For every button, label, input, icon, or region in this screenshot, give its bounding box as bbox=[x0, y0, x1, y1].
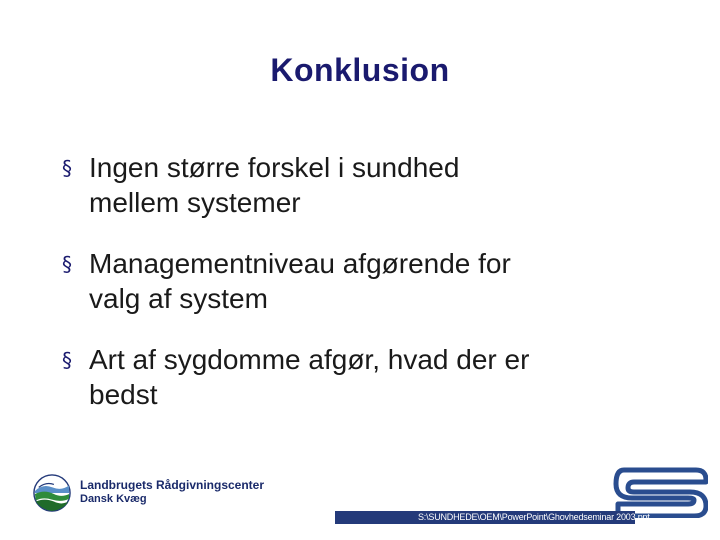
slide-title: Konklusion bbox=[270, 52, 450, 88]
bullet-marker-icon: § bbox=[62, 252, 72, 276]
bullet-marker-icon: § bbox=[62, 348, 72, 372]
organization-name: Landbrugets Rådgivningscenter bbox=[80, 478, 265, 492]
bullet-text-line: valg af system bbox=[89, 283, 268, 314]
bullet-item bbox=[62, 246, 672, 316]
organization-subtitle: Dansk Kvæg bbox=[80, 493, 147, 505]
bullet-text-line: Ingen større forskel i sundhed bbox=[89, 152, 460, 183]
bullet-item bbox=[62, 150, 672, 220]
bullet-item bbox=[62, 342, 672, 412]
bullet-text-line: Managementniveau afgørende for bbox=[89, 248, 511, 279]
brand-s-logo-icon bbox=[612, 462, 708, 518]
bullet-list bbox=[62, 150, 672, 438]
bullet-text-line: bedst bbox=[89, 379, 158, 410]
bullet-text-line: mellem systemer bbox=[89, 187, 301, 218]
bullet-marker-icon: § bbox=[62, 156, 72, 180]
bullet-text-line: Art af sygdomme afgør, hvad der er bbox=[89, 344, 530, 375]
file-path-label: S:\SUNDHEDE\OEM\PowerPoint\Ghovhedseminar 2003.ppt bbox=[418, 512, 650, 522]
landscape-emblem-icon bbox=[33, 474, 71, 512]
